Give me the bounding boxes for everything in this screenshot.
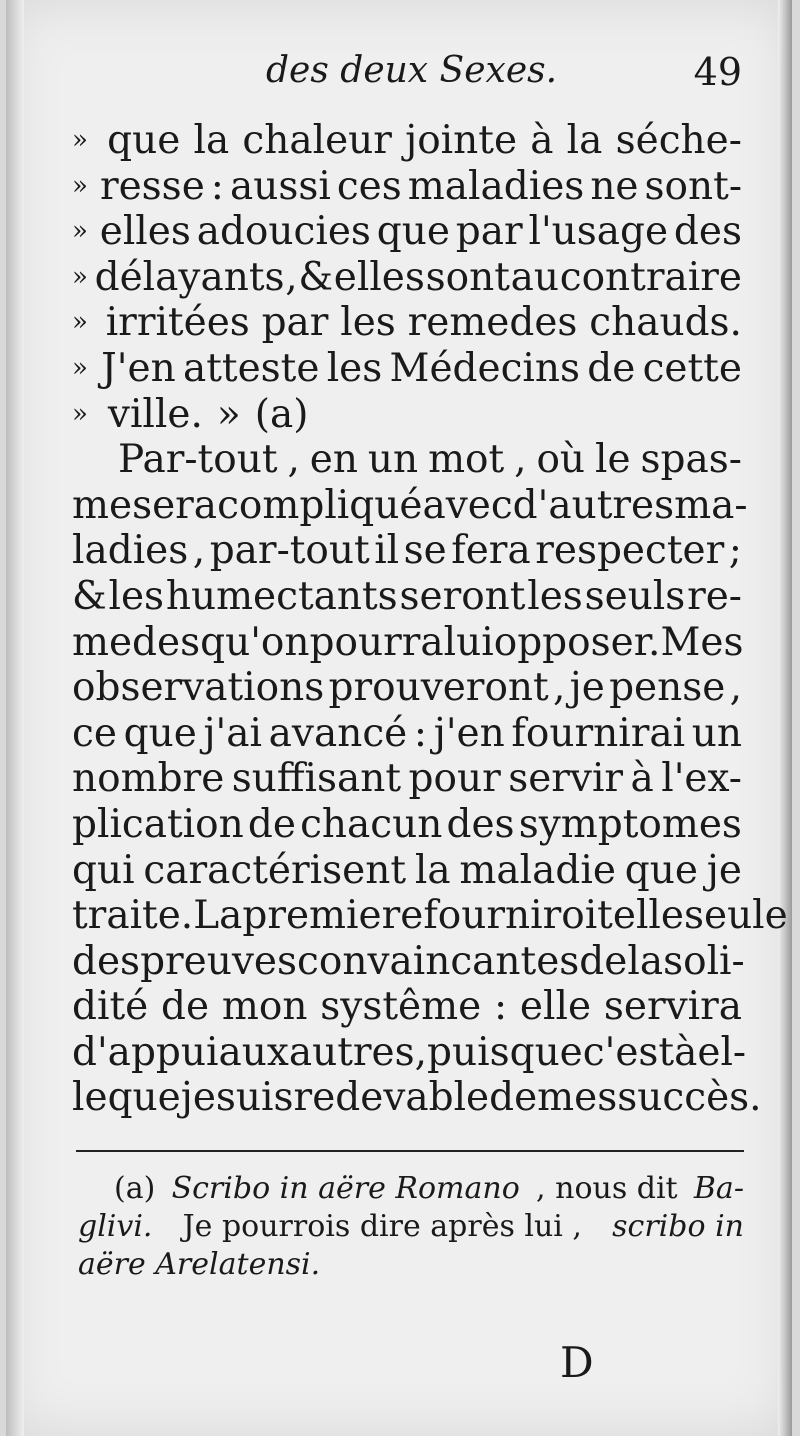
word: un xyxy=(367,437,419,483)
word: ma- xyxy=(674,482,748,528)
word: ce xyxy=(72,710,117,756)
book-page xyxy=(6,0,792,1436)
word: re- xyxy=(687,573,742,619)
word: mot xyxy=(428,437,505,483)
word: je xyxy=(569,665,605,711)
word: , xyxy=(414,1029,428,1075)
word: à xyxy=(674,1029,698,1075)
page-spine-shadow xyxy=(6,0,24,1436)
word: les xyxy=(326,345,383,391)
word: que xyxy=(107,118,181,163)
word: nombre xyxy=(72,756,225,802)
word: au xyxy=(510,254,560,300)
page-header xyxy=(76,50,746,100)
word: , xyxy=(192,528,206,574)
word: qui xyxy=(72,847,135,893)
word: : xyxy=(493,984,508,1030)
word: , xyxy=(729,665,742,711)
text-line xyxy=(72,893,788,939)
word: fourniroit xyxy=(423,893,613,939)
word: où xyxy=(536,437,586,483)
text-line xyxy=(72,620,742,666)
word: les xyxy=(340,300,396,346)
word: traite. xyxy=(72,893,194,939)
word: je xyxy=(706,847,742,893)
text-line xyxy=(72,482,748,529)
word: atteste xyxy=(182,345,320,391)
word: d'autres xyxy=(512,482,675,528)
word: & xyxy=(298,254,334,300)
word: que xyxy=(624,847,698,893)
word: de xyxy=(247,801,296,847)
word: Par-tout xyxy=(118,437,278,483)
word: fournirai xyxy=(511,710,686,756)
body-text xyxy=(72,118,788,1121)
word: en xyxy=(309,437,358,483)
word: (a) xyxy=(254,391,309,437)
word: que xyxy=(123,710,197,756)
quote-mark: » xyxy=(72,352,88,383)
word: : xyxy=(210,163,224,209)
word: premiere xyxy=(242,893,424,939)
word: elles xyxy=(333,254,425,300)
word: Mes xyxy=(660,619,744,665)
word: le xyxy=(72,1075,108,1121)
word: avec xyxy=(422,482,513,528)
word: dité xyxy=(72,984,149,1030)
word: resse xyxy=(99,163,205,209)
word: des xyxy=(673,209,742,255)
word: suis xyxy=(215,1075,294,1121)
word: le xyxy=(594,437,631,483)
text-line xyxy=(72,300,742,346)
word: preuves xyxy=(140,938,297,984)
word: de xyxy=(161,984,210,1030)
word: La xyxy=(193,893,243,939)
word: les xyxy=(108,573,165,619)
word: seule xyxy=(683,893,788,939)
word: ladies xyxy=(72,528,189,574)
word: elle xyxy=(519,984,592,1030)
word: elles xyxy=(99,209,191,255)
text-line xyxy=(72,938,745,985)
word: succès. xyxy=(617,1075,762,1121)
word: , xyxy=(514,437,527,483)
word: cette xyxy=(642,345,742,391)
word: lui xyxy=(443,619,494,665)
word: observations xyxy=(72,665,325,711)
word: el- xyxy=(697,1029,747,1075)
word: par xyxy=(261,300,329,346)
footnote-author: Ba- xyxy=(693,1171,744,1206)
word: de xyxy=(587,345,636,391)
text-line xyxy=(72,802,742,848)
quote-mark: » xyxy=(72,170,88,201)
word: d'appui xyxy=(72,1029,219,1075)
text-line xyxy=(72,346,742,392)
word: aussi xyxy=(229,163,331,209)
word: l'usage xyxy=(528,209,669,255)
word: soli- xyxy=(663,938,745,984)
word: plication xyxy=(72,801,244,847)
footnote-quote: aëre Arelatensi. xyxy=(78,1247,321,1282)
quote-mark: » xyxy=(72,216,88,247)
word: symptomes xyxy=(518,801,742,847)
text-line xyxy=(72,209,742,255)
text-line xyxy=(72,984,742,1030)
word: c'est xyxy=(582,1029,675,1075)
word: prouveront xyxy=(328,665,549,711)
word: pourra xyxy=(309,619,444,665)
text-line xyxy=(72,848,742,894)
word: pense xyxy=(609,665,726,711)
quote-mark: » xyxy=(72,125,88,155)
word: convaincantes xyxy=(297,938,580,984)
word: les xyxy=(527,573,583,619)
word: un xyxy=(691,710,742,756)
word: jointe xyxy=(405,118,518,163)
word: remedes xyxy=(407,300,578,346)
footnote xyxy=(78,1170,744,1284)
word: ville. xyxy=(107,391,203,437)
word: , xyxy=(552,665,566,711)
word: j'ai xyxy=(203,710,262,756)
word: la xyxy=(627,938,664,984)
word: » xyxy=(216,391,241,437)
word: contraire xyxy=(559,254,742,300)
footnote-quote: Scribo in aëre Romano xyxy=(171,1171,520,1206)
text-line xyxy=(72,665,742,711)
word: redevable xyxy=(293,1075,490,1121)
text-line xyxy=(72,711,742,757)
word: chauds. xyxy=(589,300,742,346)
signature-mark: D xyxy=(560,1338,594,1387)
word: ; xyxy=(728,528,742,574)
text-line xyxy=(72,255,742,301)
quote-mark: » xyxy=(72,261,88,292)
text-line xyxy=(72,164,742,210)
word: Médecins xyxy=(389,345,581,391)
footnote-rule xyxy=(76,1150,744,1152)
word: pour xyxy=(408,756,501,802)
text-line xyxy=(72,1029,747,1076)
word: & xyxy=(72,573,107,619)
footnote-author: glivi. xyxy=(78,1209,153,1244)
word: maladie xyxy=(459,847,616,893)
text-line xyxy=(72,574,742,620)
word: puisque xyxy=(427,1029,583,1075)
word: J'en xyxy=(101,345,176,391)
text-line xyxy=(72,118,742,164)
footnote-text: Je pourrois dire après lui , xyxy=(182,1209,582,1244)
word: mes xyxy=(537,1075,618,1121)
text-line xyxy=(72,437,742,483)
word: aux xyxy=(218,1029,289,1075)
footnote-line xyxy=(78,1246,744,1284)
page-number: 49 xyxy=(693,50,742,94)
word: systême xyxy=(320,984,482,1030)
word: respecter xyxy=(535,528,725,574)
word: la xyxy=(414,847,451,893)
word: seront xyxy=(399,573,526,619)
word: par-tout xyxy=(209,528,370,574)
word: sont xyxy=(425,254,510,300)
page-edge-shadow xyxy=(778,0,792,1436)
word: séche- xyxy=(615,118,742,163)
word: : xyxy=(413,710,428,756)
word: caractérisent xyxy=(143,847,406,893)
word: sera xyxy=(132,482,218,528)
word: maladies xyxy=(407,163,585,209)
word: servira xyxy=(603,984,742,1030)
word: des xyxy=(446,801,515,847)
footnote-marker: (a) xyxy=(114,1171,156,1206)
word: autres xyxy=(288,1029,415,1075)
word: ne xyxy=(590,163,639,209)
word: par xyxy=(455,209,523,255)
text-line xyxy=(72,528,742,574)
word: l'ex- xyxy=(661,756,742,802)
word: spas- xyxy=(640,437,742,483)
text-line xyxy=(72,756,742,802)
word: humectants xyxy=(165,573,398,619)
word: mon xyxy=(221,984,308,1030)
word: de xyxy=(489,1075,538,1121)
word: que xyxy=(376,209,450,255)
footnote-quote: scribo in xyxy=(612,1209,744,1244)
quote-mark: » xyxy=(72,307,88,338)
word: chacun xyxy=(300,801,443,847)
word: , xyxy=(287,437,300,483)
word: compliqué xyxy=(217,482,423,528)
word: des xyxy=(72,938,141,984)
word: chaleur xyxy=(242,118,392,163)
word: elle xyxy=(612,893,684,939)
word: je xyxy=(180,1075,216,1121)
word: à xyxy=(630,756,654,802)
word: la xyxy=(566,118,603,163)
text-line xyxy=(72,392,742,438)
word: que xyxy=(107,1075,181,1121)
word: opposer. xyxy=(493,619,661,665)
word: suffisant xyxy=(231,756,402,802)
word: à xyxy=(530,118,554,163)
word: délayants xyxy=(94,254,285,300)
word: se xyxy=(403,528,447,574)
word: la xyxy=(193,118,230,163)
word: sont- xyxy=(644,163,742,209)
word: j'en xyxy=(433,710,505,756)
footnote-text: , nous dit xyxy=(536,1171,678,1206)
word: me xyxy=(72,482,133,528)
word: de xyxy=(579,938,628,984)
word: adoucies xyxy=(196,209,371,255)
footnote-line xyxy=(78,1170,744,1208)
word: servir xyxy=(508,756,624,802)
word: qu'on xyxy=(200,619,310,665)
word: il xyxy=(374,528,400,574)
running-head: des deux Sexes. xyxy=(266,50,558,91)
word: avancé xyxy=(268,710,408,756)
text-line xyxy=(72,1075,762,1121)
word: fera xyxy=(451,528,531,574)
word: irritées xyxy=(105,300,250,346)
word: medes xyxy=(72,619,201,665)
word: ces xyxy=(336,163,402,209)
word: , xyxy=(285,254,298,300)
word: seuls xyxy=(584,573,686,619)
quote-mark: » xyxy=(72,398,88,429)
footnote-line xyxy=(78,1208,744,1246)
